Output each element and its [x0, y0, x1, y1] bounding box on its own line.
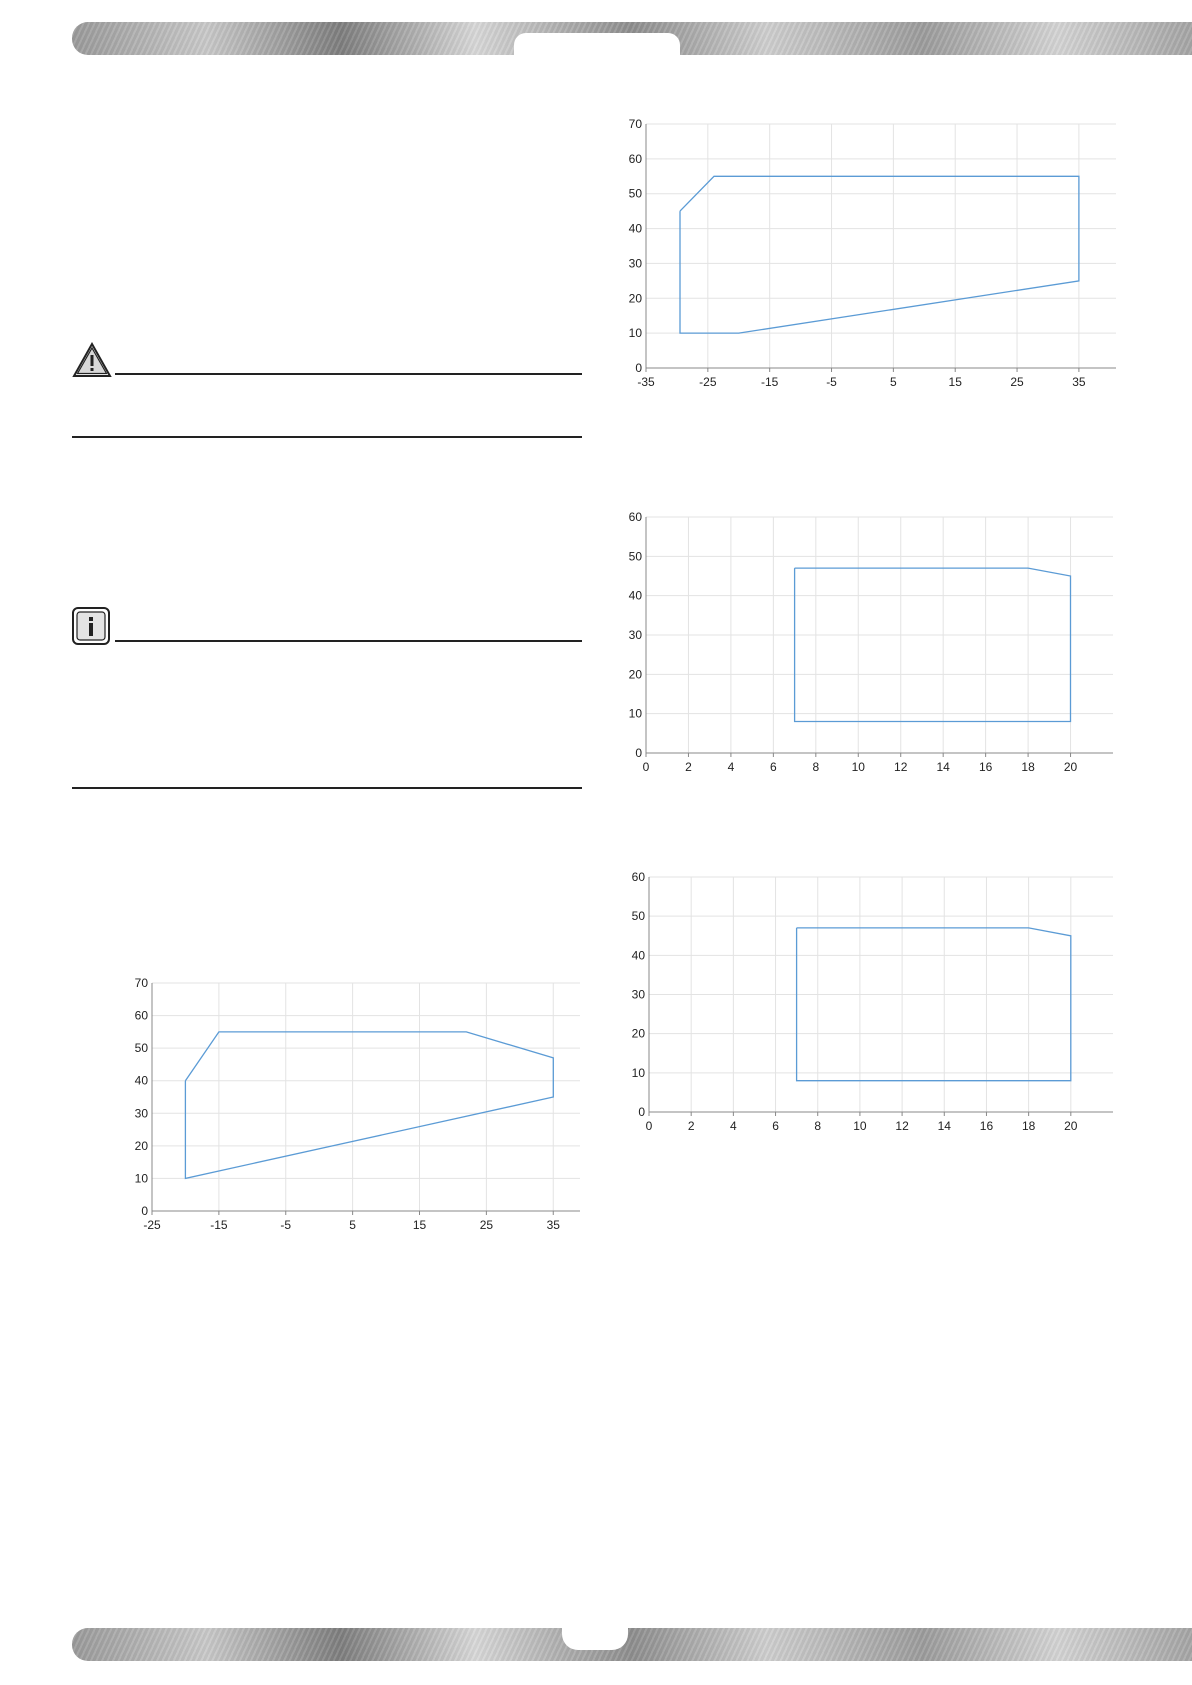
x-tick-label: 8	[812, 760, 820, 774]
x-tick-label: 2	[685, 760, 692, 774]
y-tick-label: 70	[628, 117, 642, 131]
y-tick-label: 40	[134, 1073, 148, 1088]
x-tick-label: 18	[1021, 1119, 1036, 1133]
x-tick-label: 18	[1021, 760, 1035, 774]
info-bottom-rule	[72, 787, 582, 789]
x-tick-label: 20	[1063, 760, 1078, 774]
chart-middle-right	[606, 507, 1123, 777]
y-tick-label: 50	[628, 186, 642, 201]
y-tick-label: 10	[628, 326, 642, 341]
y-tick-label: 20	[628, 667, 642, 682]
y-tick-label: 20	[631, 1026, 645, 1041]
chart-lower-right	[609, 867, 1123, 1136]
x-tick-label: -5	[280, 1218, 292, 1232]
y-tick-label: 0	[141, 1204, 148, 1218]
y-tick-label: 40	[628, 221, 642, 236]
x-tick-label: 0	[642, 760, 650, 774]
x-tick-label: -25	[143, 1218, 161, 1232]
x-tick-label: 14	[936, 760, 950, 774]
x-tick-label: 5	[890, 375, 897, 389]
x-tick-label: 14	[937, 1119, 951, 1133]
x-tick-label: 15	[412, 1218, 427, 1232]
y-tick-label: 50	[628, 549, 642, 564]
x-tick-label: 0	[645, 1119, 653, 1133]
y-tick-label: 50	[134, 1041, 148, 1056]
x-tick-label: 2	[687, 1119, 695, 1133]
chart-lower-left	[112, 973, 590, 1235]
x-tick-label: 16	[979, 1119, 994, 1133]
x-tick-label: 6	[772, 1119, 779, 1133]
y-tick-label: 30	[628, 628, 642, 642]
series-line	[185, 1032, 553, 1179]
x-tick-label: 6	[770, 760, 777, 774]
x-tick-label: 12	[894, 760, 908, 774]
x-tick-label: 12	[895, 1119, 909, 1133]
x-tick-label: 25	[1010, 375, 1024, 389]
series-line	[680, 176, 1079, 333]
x-tick-label: 10	[851, 760, 865, 774]
x-tick-label: 8	[814, 1119, 822, 1133]
y-tick-label: 50	[631, 909, 645, 924]
y-tick-label: 30	[631, 987, 645, 1002]
x-tick-label: -35	[637, 375, 655, 389]
warning-bottom-rule	[72, 436, 582, 438]
x-tick-label: 15	[948, 375, 962, 389]
y-tick-label: 60	[628, 510, 642, 524]
info-icon	[72, 607, 110, 645]
y-tick-label: 40	[631, 948, 645, 963]
x-tick-label: -15	[761, 375, 779, 389]
series-line	[795, 568, 1071, 721]
y-tick-label: 0	[635, 361, 642, 375]
y-tick-label: 20	[134, 1138, 148, 1153]
y-tick-label: 0	[635, 746, 642, 760]
y-tick-label: 0	[638, 1105, 645, 1119]
x-tick-label: 20	[1064, 1119, 1078, 1133]
footer-bar	[72, 1628, 1192, 1661]
y-tick-label: 60	[631, 870, 645, 884]
x-tick-label: 10	[853, 1119, 867, 1133]
y-tick-label: 60	[134, 1008, 148, 1023]
x-tick-label: 4	[730, 1119, 737, 1133]
y-tick-label: 20	[628, 291, 642, 306]
y-tick-label: 10	[628, 706, 642, 721]
x-tick-label: 35	[1072, 375, 1086, 389]
y-tick-label: 10	[631, 1065, 645, 1080]
warning-top-rule	[115, 373, 582, 375]
x-tick-label: 5	[349, 1218, 356, 1232]
y-tick-label: 10	[134, 1171, 148, 1186]
header-tab-notch	[514, 33, 680, 57]
y-tick-label: 60	[628, 151, 642, 166]
x-tick-label: 4	[727, 760, 735, 774]
footer-tab-notch	[562, 1620, 628, 1650]
x-tick-label: 35	[546, 1218, 560, 1232]
x-tick-label: 25	[479, 1218, 494, 1232]
warning-triangle-icon	[72, 342, 112, 378]
x-tick-label: -25	[699, 375, 717, 389]
info-top-rule	[115, 640, 582, 642]
series-line	[797, 928, 1071, 1081]
y-tick-label: 40	[628, 588, 642, 603]
y-tick-label: 30	[134, 1106, 148, 1121]
chart-top-right	[606, 114, 1126, 392]
y-tick-label: 30	[628, 256, 642, 271]
x-tick-label: -15	[210, 1218, 228, 1232]
x-tick-label: 16	[978, 760, 993, 774]
x-tick-label: -5	[826, 375, 837, 389]
y-tick-label: 70	[134, 976, 148, 990]
